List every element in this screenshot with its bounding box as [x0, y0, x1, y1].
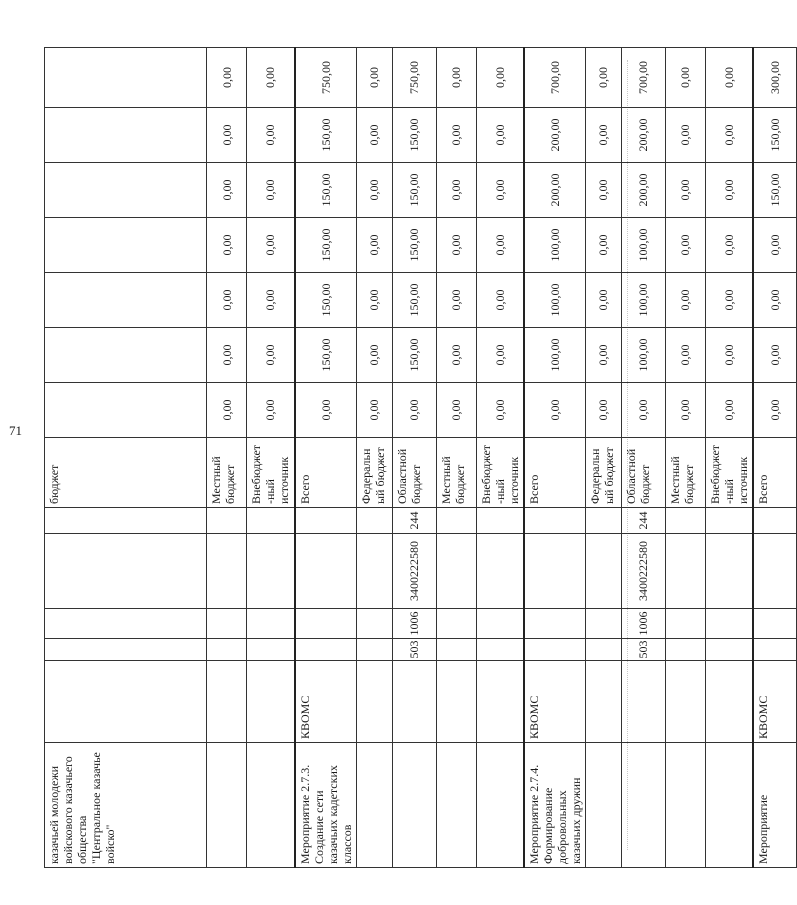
- cell-y1: [45, 383, 207, 438]
- cell-y1: 0,00: [392, 383, 436, 438]
- cell-total: 0,00: [476, 48, 524, 108]
- cell-rzpr: [356, 609, 392, 639]
- cell-total: 300,00: [753, 48, 797, 108]
- cell-csr: 3400222580: [392, 534, 436, 609]
- cell-csr: [207, 534, 247, 609]
- cell-event-name: [392, 743, 436, 868]
- cell-y6: 0,00: [476, 108, 524, 163]
- cell-vr: [247, 508, 295, 534]
- cell-y1: 0,00: [665, 383, 705, 438]
- cell-rzpr: [753, 609, 797, 639]
- cell-y3: 100,00: [524, 273, 586, 328]
- cell-y4: 0,00: [665, 218, 705, 273]
- cell-y2: 0,00: [585, 328, 621, 383]
- cell-funding-source: бюджет: [45, 438, 207, 508]
- cell-total: 750,00: [295, 48, 357, 108]
- cell-csr: [45, 534, 207, 609]
- budget-table: [44, 47, 797, 868]
- cell-y5: 150,00: [753, 163, 797, 218]
- cell-total: 0,00: [665, 48, 705, 108]
- cell-csr: 3400222580: [621, 534, 665, 609]
- cell-y6: 150,00: [392, 108, 436, 163]
- cell-y5: 0,00: [705, 163, 753, 218]
- cell-y6: 150,00: [295, 108, 357, 163]
- cell-rzpr: [476, 609, 524, 639]
- cell-y5: 0,00: [585, 163, 621, 218]
- cell-rzpr: [524, 609, 586, 639]
- cell-total: 700,00: [524, 48, 586, 108]
- cell-csr: [705, 534, 753, 609]
- cell-y2: 100,00: [621, 328, 665, 383]
- cell-y4: 0,00: [207, 218, 247, 273]
- cell-executor: КВОМС: [295, 661, 357, 743]
- cell-funding-source: Федеральный бюджет: [356, 438, 392, 508]
- cell-vr: [705, 508, 753, 534]
- cell-event-name: [476, 743, 524, 868]
- cell-vr: [356, 508, 392, 534]
- cell-event-name: [436, 743, 476, 868]
- cell-grbs: [665, 639, 705, 661]
- cell-y4: 0,00: [476, 218, 524, 273]
- cell-rzpr: 1006: [392, 609, 436, 639]
- cell-y5: [45, 163, 207, 218]
- cell-csr: [524, 534, 586, 609]
- table-row: [476, 48, 524, 868]
- cell-grbs: [753, 639, 797, 661]
- cell-csr: [295, 534, 357, 609]
- cell-y3: 0,00: [585, 273, 621, 328]
- cell-grbs: [585, 639, 621, 661]
- table-row: [45, 48, 207, 868]
- cell-grbs: [476, 639, 524, 661]
- cell-y1: 0,00: [295, 383, 357, 438]
- cell-grbs: [356, 639, 392, 661]
- cell-grbs: [524, 639, 586, 661]
- cell-vr: [476, 508, 524, 534]
- cell-event-name: [356, 743, 392, 868]
- cell-executor: [356, 661, 392, 743]
- cell-csr: [753, 534, 797, 609]
- table-row: [753, 48, 797, 868]
- cell-executor: [207, 661, 247, 743]
- table-row: [524, 48, 586, 868]
- cell-event-name: Мероприятие 2.7.4. Формирование добровольных казачьих дружин: [524, 743, 586, 868]
- cell-grbs: [45, 639, 207, 661]
- cell-grbs: 503: [392, 639, 436, 661]
- cell-rzpr: [665, 609, 705, 639]
- cell-y1: 0,00: [247, 383, 295, 438]
- cell-y5: 0,00: [476, 163, 524, 218]
- cell-y2: 0,00: [705, 328, 753, 383]
- cell-y4: 150,00: [295, 218, 357, 273]
- cell-y4: 0,00: [247, 218, 295, 273]
- cell-csr: [436, 534, 476, 609]
- cell-total: 0,00: [436, 48, 476, 108]
- cell-grbs: 503: [621, 639, 665, 661]
- cell-total: 0,00: [247, 48, 295, 108]
- cell-event-name: [585, 743, 621, 868]
- cell-y3: 0,00: [207, 273, 247, 328]
- cell-funding-source: Всего: [524, 438, 586, 508]
- cell-executor: [585, 661, 621, 743]
- cell-y4: 150,00: [392, 218, 436, 273]
- cell-y3: 0,00: [705, 273, 753, 328]
- table-row: [705, 48, 753, 868]
- cell-y1: 0,00: [476, 383, 524, 438]
- cell-y4: 0,00: [753, 218, 797, 273]
- page-number: 71: [9, 423, 22, 438]
- cell-y5: 0,00: [247, 163, 295, 218]
- cell-y6: 0,00: [585, 108, 621, 163]
- cell-csr: [247, 534, 295, 609]
- cell-executor: [665, 661, 705, 743]
- cell-vr: [524, 508, 586, 534]
- cell-event-name: [207, 743, 247, 868]
- cell-y6: 0,00: [356, 108, 392, 163]
- cell-executor: КВОМС: [753, 661, 797, 743]
- cell-rzpr: [207, 609, 247, 639]
- cell-y2: 0,00: [207, 328, 247, 383]
- cell-event-name: [247, 743, 295, 868]
- cell-y4: 0,00: [356, 218, 392, 273]
- cell-y2: 0,00: [356, 328, 392, 383]
- cell-rzpr: [45, 609, 207, 639]
- cell-funding-source: Внебюджет-ный источник: [247, 438, 295, 508]
- cell-y2: 150,00: [392, 328, 436, 383]
- table-row: [665, 48, 705, 868]
- cell-funding-source: Областной бюджет: [392, 438, 436, 508]
- cell-csr: [476, 534, 524, 609]
- cell-event-name: Мероприятие 2.7.3. Создание сети казачьих кадетских классов: [295, 743, 357, 868]
- cell-total: 0,00: [585, 48, 621, 108]
- cell-y6: 0,00: [436, 108, 476, 163]
- cell-y1: 0,00: [524, 383, 586, 438]
- table-row: [247, 48, 295, 868]
- cell-y2: 100,00: [524, 328, 586, 383]
- cell-event-name: казачьей молодежи войскового казачьего общества "Центральное казачье войско": [45, 743, 207, 868]
- cell-total: 0,00: [207, 48, 247, 108]
- cell-y3: 0,00: [665, 273, 705, 328]
- cell-y4: 100,00: [621, 218, 665, 273]
- cell-y5: 150,00: [295, 163, 357, 218]
- cell-grbs: [247, 639, 295, 661]
- cell-y1: 0,00: [436, 383, 476, 438]
- cell-y4: [45, 218, 207, 273]
- cell-funding-source: Местный бюджет: [665, 438, 705, 508]
- cell-total: 0,00: [356, 48, 392, 108]
- cell-vr: [45, 508, 207, 534]
- cell-y3: 0,00: [436, 273, 476, 328]
- table-row: [392, 48, 436, 868]
- cell-executor: [705, 661, 753, 743]
- cell-y1: 0,00: [356, 383, 392, 438]
- cell-y1: 0,00: [705, 383, 753, 438]
- cell-y4: 0,00: [436, 218, 476, 273]
- cell-y6: [45, 108, 207, 163]
- cell-y3: 100,00: [621, 273, 665, 328]
- cell-y2: 0,00: [476, 328, 524, 383]
- cell-total: 0,00: [705, 48, 753, 108]
- rotated-table-stage: [44, 48, 782, 868]
- cell-grbs: [295, 639, 357, 661]
- table-row: [621, 48, 665, 868]
- cell-vr: 244: [392, 508, 436, 534]
- cell-executor: [476, 661, 524, 743]
- cell-funding-source: Внебюджет-ный источник: [705, 438, 753, 508]
- cell-executor: [45, 661, 207, 743]
- cell-y1: 0,00: [753, 383, 797, 438]
- cell-y3: 150,00: [392, 273, 436, 328]
- cell-funding-source: Федеральный бюджет: [585, 438, 621, 508]
- cell-funding-source: Областной бюджет: [621, 438, 665, 508]
- cell-y5: 0,00: [207, 163, 247, 218]
- cell-funding-source: Местный бюджет: [207, 438, 247, 508]
- cell-vr: [436, 508, 476, 534]
- cell-grbs: [436, 639, 476, 661]
- cell-grbs: [705, 639, 753, 661]
- cell-y2: [45, 328, 207, 383]
- cell-event-name: [621, 743, 665, 868]
- cell-y2: 0,00: [247, 328, 295, 383]
- cell-y6: 200,00: [524, 108, 586, 163]
- cell-vr: [753, 508, 797, 534]
- cell-y3: 0,00: [247, 273, 295, 328]
- cell-y6: 0,00: [207, 108, 247, 163]
- cell-csr: [585, 534, 621, 609]
- cell-y3: 0,00: [476, 273, 524, 328]
- table-row: [207, 48, 247, 868]
- cell-vr: [585, 508, 621, 534]
- cell-rzpr: 1006: [621, 609, 665, 639]
- cell-executor: [247, 661, 295, 743]
- cell-funding-source: Внебюджет-ный источник: [476, 438, 524, 508]
- cell-y4: 100,00: [524, 218, 586, 273]
- cell-y5: 150,00: [392, 163, 436, 218]
- cell-y6: 0,00: [247, 108, 295, 163]
- cell-csr: [665, 534, 705, 609]
- cell-funding-source: Всего: [753, 438, 797, 508]
- cell-y2: 0,00: [665, 328, 705, 383]
- cell-grbs: [207, 639, 247, 661]
- cell-y6: 0,00: [705, 108, 753, 163]
- cell-y4: 0,00: [705, 218, 753, 273]
- cell-executor: [392, 661, 436, 743]
- cell-y6: 150,00: [753, 108, 797, 163]
- cell-y3: 150,00: [295, 273, 357, 328]
- cell-rzpr: [585, 609, 621, 639]
- table-row: [356, 48, 392, 868]
- cell-y3: 0,00: [753, 273, 797, 328]
- cell-vr: [295, 508, 357, 534]
- cell-event-name: [705, 743, 753, 868]
- cell-y3: 0,00: [356, 273, 392, 328]
- cell-y1: 0,00: [207, 383, 247, 438]
- cell-executor: КВОМС: [524, 661, 586, 743]
- cell-y5: 200,00: [524, 163, 586, 218]
- cell-vr: 244: [621, 508, 665, 534]
- cell-csr: [356, 534, 392, 609]
- cell-y5: 0,00: [436, 163, 476, 218]
- cell-y1: 0,00: [585, 383, 621, 438]
- cell-y2: 150,00: [295, 328, 357, 383]
- table-row: [585, 48, 621, 868]
- cell-total: [45, 48, 207, 108]
- cell-rzpr: [436, 609, 476, 639]
- cell-y1: 0,00: [621, 383, 665, 438]
- cell-y2: 0,00: [753, 328, 797, 383]
- table-row: [436, 48, 476, 868]
- cell-y5: 200,00: [621, 163, 665, 218]
- cell-y5: 0,00: [665, 163, 705, 218]
- cell-y2: 0,00: [436, 328, 476, 383]
- cell-funding-source: Местный бюджет: [436, 438, 476, 508]
- table-row: [295, 48, 357, 868]
- cell-rzpr: [247, 609, 295, 639]
- cell-vr: [207, 508, 247, 534]
- cell-total: 750,00: [392, 48, 436, 108]
- cell-y5: 0,00: [356, 163, 392, 218]
- cell-y6: 0,00: [665, 108, 705, 163]
- cell-vr: [665, 508, 705, 534]
- cell-rzpr: [705, 609, 753, 639]
- cell-executor: [621, 661, 665, 743]
- cell-funding-source: Всего: [295, 438, 357, 508]
- cell-total: 700,00: [621, 48, 665, 108]
- cell-rzpr: [295, 609, 357, 639]
- cell-event-name: [665, 743, 705, 868]
- cell-event-name: Мероприятие: [753, 743, 797, 868]
- cell-y6: 200,00: [621, 108, 665, 163]
- cell-y3: [45, 273, 207, 328]
- cell-executor: [436, 661, 476, 743]
- cell-y4: 0,00: [585, 218, 621, 273]
